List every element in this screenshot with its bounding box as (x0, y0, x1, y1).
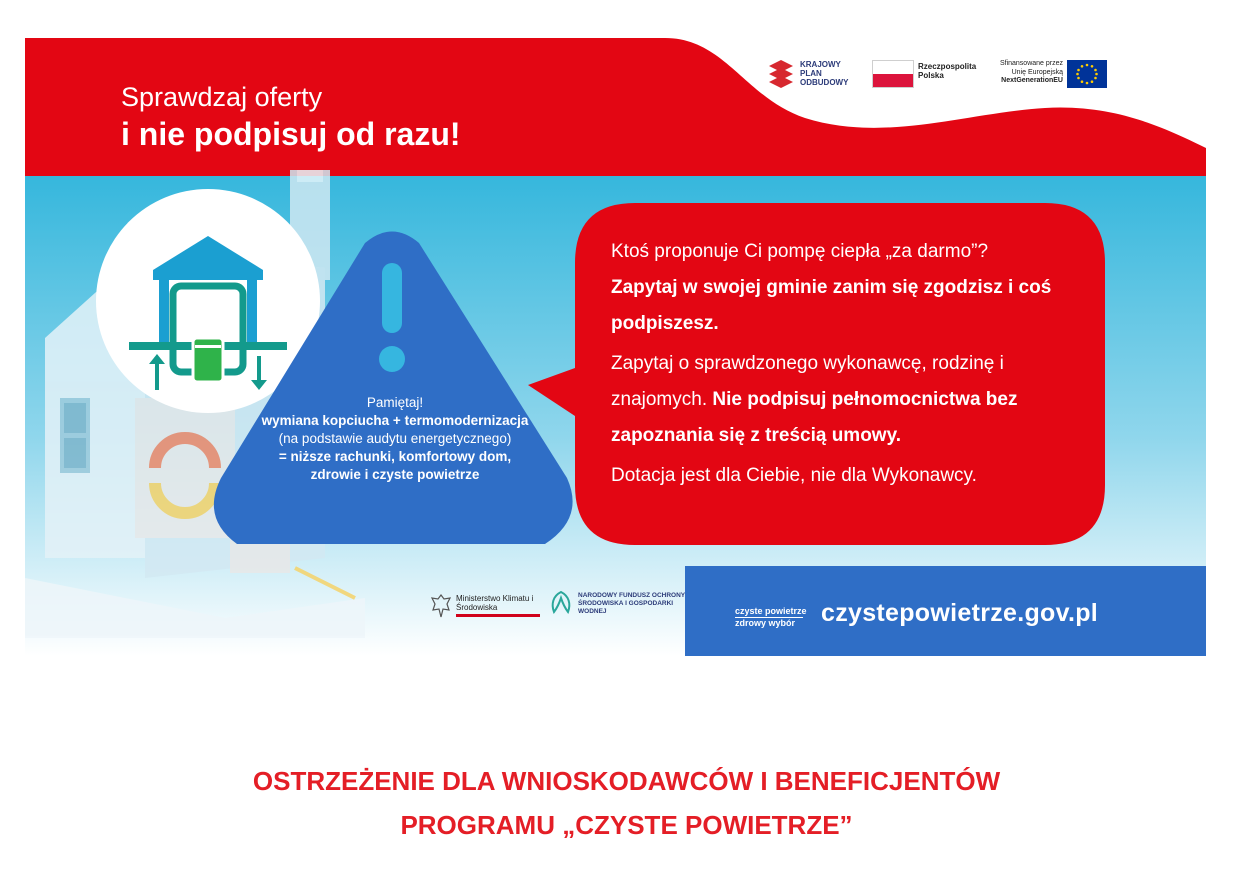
website-bar (685, 566, 1206, 656)
bubble-p3: Dotacja jest dla Ciebie, nie dla Wykonawcy. (611, 465, 977, 486)
warning-bold1: wymiana kopciucha + termomodernizacja (261, 413, 529, 428)
bubble-p2-bold: Nie podpisuj pełnomocnictwa bez zapoznania się z treścią umowy. (611, 389, 1018, 446)
fund-logo (548, 590, 688, 620)
warning-caption (0, 759, 1253, 847)
ministry-text: Ministerstwo Klimatu i Środowiska (456, 594, 534, 612)
warning-normal1: (na podstawie audytu energetycznego) (278, 431, 512, 446)
poster-banner (25, 38, 1206, 656)
program-line2: zdrowy wybór (735, 618, 796, 628)
eagle-emblem-icon (430, 593, 452, 619)
headline-line1: Sprawdzaj oferty (121, 82, 323, 112)
bubble-p2-normal: Zapytaj o sprawdzonego wykonawcę, rodzinę i znajomych. (611, 353, 1004, 410)
eu-line3: NextGenerationEU (1001, 77, 1063, 84)
funding-logos (767, 58, 1107, 92)
headline (121, 80, 461, 154)
website-url[interactable]: czystepowietrze.gov.pl (821, 599, 1099, 627)
rp-logo-text: Rzeczpospolita Polska (918, 62, 977, 80)
fund-emblem-icon (548, 590, 574, 618)
caption-line2: PROGRAMU „CZYSTE POWIETRZE” (400, 810, 853, 840)
eu-flag-icon (1067, 60, 1107, 88)
warning-text (253, 394, 537, 484)
eu-funding-text (979, 60, 1063, 86)
eu-line2: Unię Europejską (1011, 68, 1063, 76)
headline-line2: i nie podpisuj od razu! (121, 116, 461, 152)
kpo-logo-text: KRAJOWY PLAN ODBUDOWY (800, 60, 849, 87)
warning-line1: Pamiętaj! (366, 395, 424, 410)
ministry-logo (430, 591, 542, 621)
bubble-p1-normal: Ktoś proponuje Ci pompę ciepła „za darmo”? (611, 241, 989, 262)
kpo-logo-icon (767, 60, 795, 88)
fund-text: NARODOWY FUNDUSZ OCHRONY ŚRODOWISKA I GOSPODARKI WODNEJ (578, 592, 686, 615)
caption-line1: OSTRZEŻENIE DLA WNIOSKODAWCÓW I BENEFICJENTÓW (252, 766, 1001, 796)
program-line1: czyste powietrze (735, 606, 807, 616)
speech-bubble-text (611, 234, 1081, 498)
polish-flag-icon (872, 60, 914, 88)
warning-bold2: = niższe rachunki, komfortowy dom, zdrowie i czyste powietrze (278, 449, 512, 482)
bubble-p1-bold: Zapytaj w swojej gminie zanim się zgodzisz i coś podpiszesz. (611, 277, 1052, 334)
eu-line1: Sfinansowane przez (999, 60, 1063, 67)
